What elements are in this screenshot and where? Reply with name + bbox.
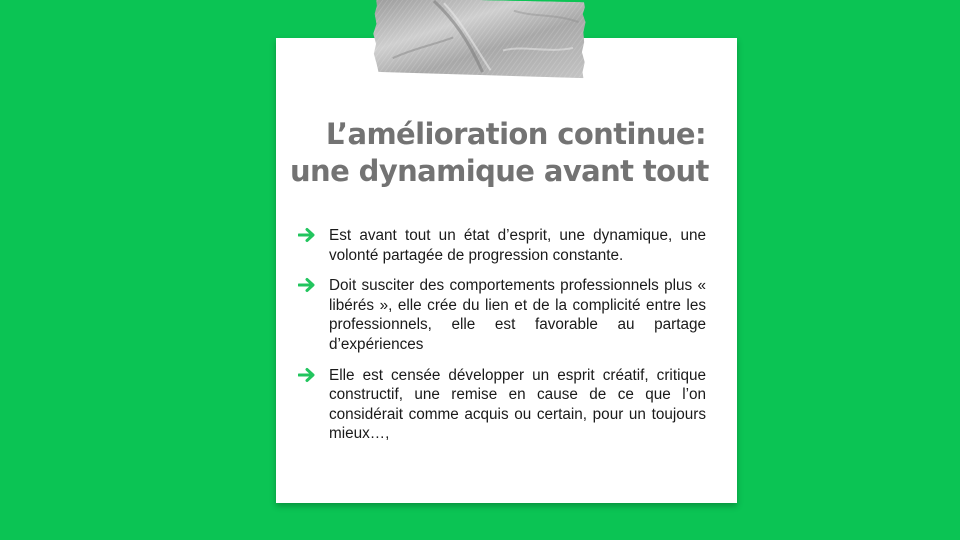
right-arrow-icon <box>298 366 316 384</box>
title-line-1: L’amélioration continue: <box>325 117 706 151</box>
bullet-text: Doit susciter des comportements professionnels plus « libérés », elle crée du lien et de la complicité entre les professionnels, elle est favorable au partage d’expériences <box>329 277 706 353</box>
slide-title <box>290 116 709 190</box>
tape-decoration <box>372 0 586 78</box>
bullet-item <box>298 366 706 444</box>
bullet-text: Elle est censée développer un esprit créatif, critique constructif, une remise en cause de ce que l’on considérait comme acquis ou certain, pour un toujours mieux…, <box>329 366 706 443</box>
right-arrow-icon <box>298 226 316 244</box>
right-arrow-icon <box>298 276 316 294</box>
bullet-list <box>298 226 706 455</box>
bullet-item <box>298 276 706 354</box>
bullet-text: Est avant tout un état d’esprit, une dynamique, une volonté partagée de progression constante. <box>329 227 706 264</box>
bullet-item <box>298 226 706 265</box>
title-line-2: une dynamique avant tout <box>290 154 709 188</box>
